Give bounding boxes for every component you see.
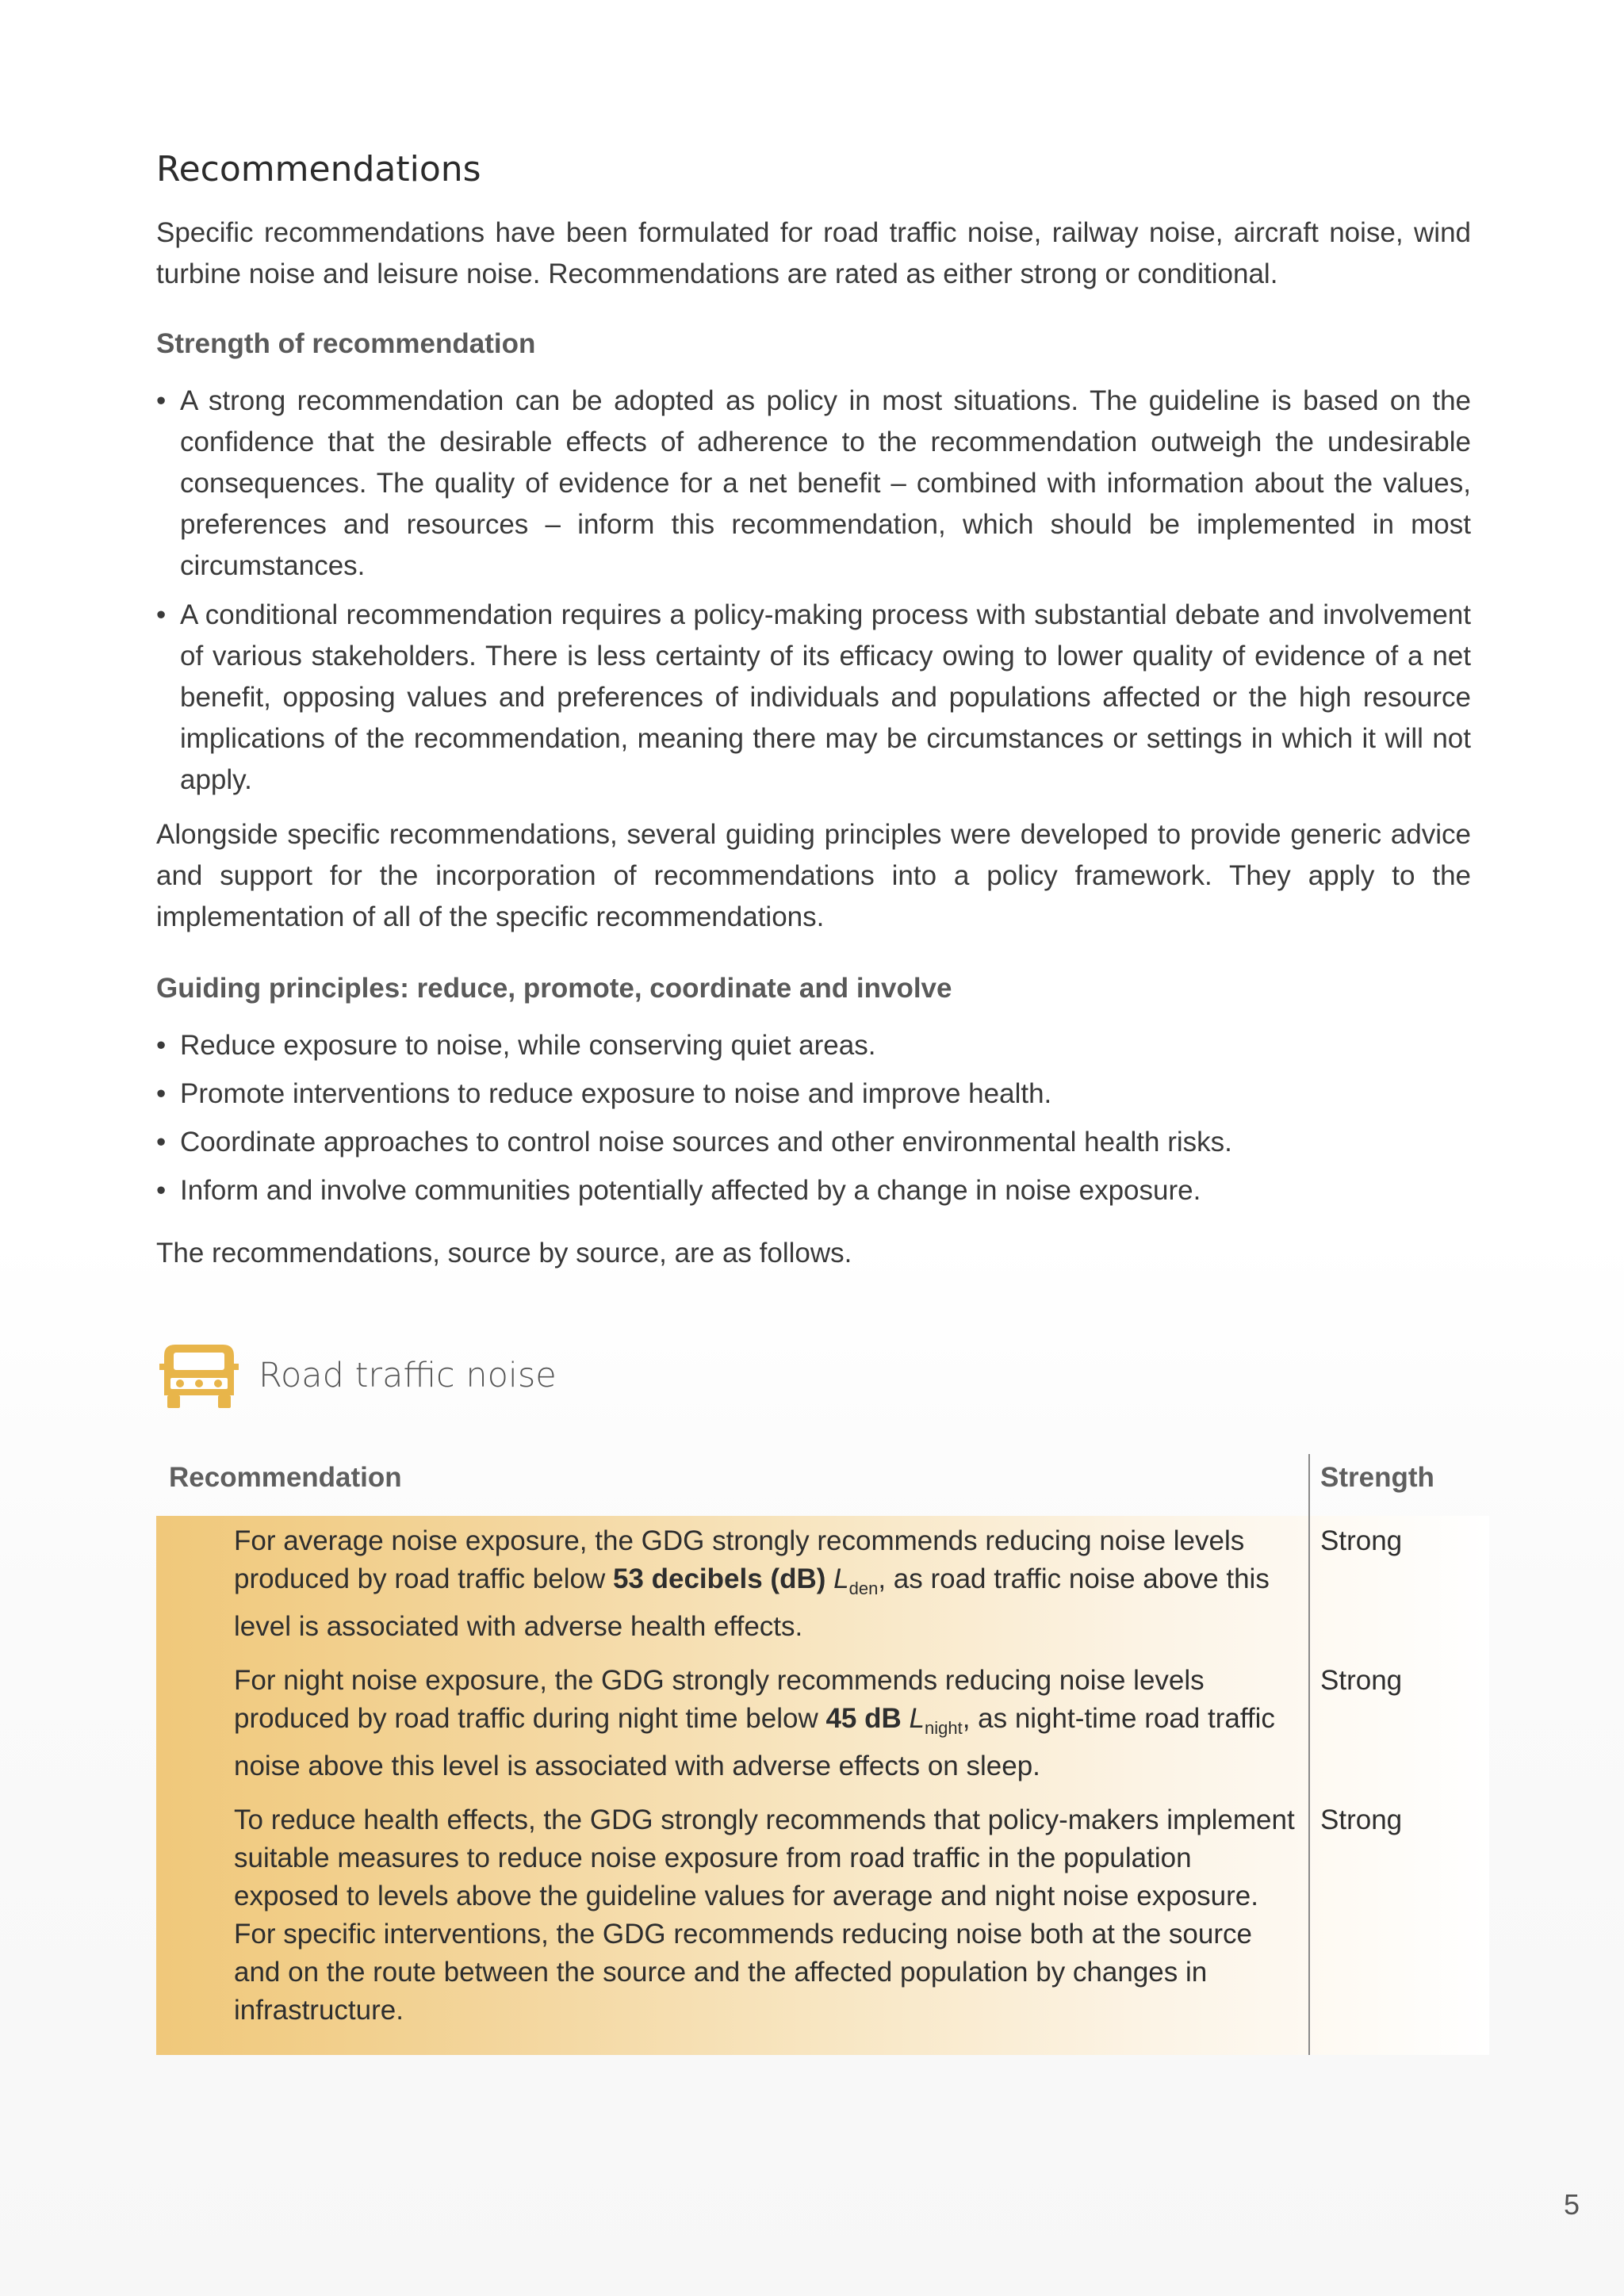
bullet-icon: • <box>156 385 167 416</box>
strength-heading: Strength of recommendation <box>156 328 536 359</box>
column-header-recommendation: Recommendation <box>169 1462 402 1493</box>
bullet-icon: • <box>156 1127 167 1158</box>
list-item: • Reduce exposure to noise, while conserving quiet areas. <box>156 1025 1471 1066</box>
page-number: 5 <box>1564 2188 1580 2221</box>
car-icon <box>156 1340 242 1413</box>
page-title: Recommendations <box>156 149 481 189</box>
principles-heading: Guiding principles: reduce, promote, coordinate and involve <box>156 973 952 1004</box>
list-item: • A conditional recommendation requires a policy-making process with substantial debate and involvement of various stakeholders. There is less certainty of its efficacy owing to lower quality of evidence of a net benefit, opposing values and preferences of individuals and populations affected or the high resource implications of the recommendation, meaning there may be circumstances or settings in which it will not apply. <box>156 595 1471 801</box>
intro-paragraph: Specific recommendations have been formulated for road traffic noise, railway noise, aircraft noise, wind turbine noise and leisure noise. Recommendations are rated as either strong or conditional. <box>156 217 1471 289</box>
column-divider <box>1308 1454 1310 2055</box>
section-title: Road traffic noise <box>259 1356 557 1395</box>
closing-paragraph: The recommendations, source by source, are as follows. <box>156 1238 852 1269</box>
recommendation-text-3: To reduce health effects, the GDG strongly recommends that policy-makers implement suitable measures to reduce noise exposure from road traffic in the population exposed to levels above the guideline values for average and night noise exposure. For specific interventions, the GDG recommends reducing noise both at the source and on the route between the source and the affected population by changes in infrastructure. <box>234 1804 1295 2026</box>
recommendation-text-2: For night noise exposure, the GDG strongly recommends reducing noise levels produced by road traffic during night time below 45 dB $L_{night}$, as night-time road traffic noise above this level is associated with adverse effects on sleep. <box>234 1665 1275 1781</box>
recommendation-table <box>156 1454 1489 2055</box>
bullet-icon: • <box>156 599 167 630</box>
bullet-icon: • <box>156 1175 167 1206</box>
principles-list <box>156 1025 1471 1219</box>
list-item: • Coordinate approaches to control noise sources and other environmental health risks. <box>156 1122 1471 1163</box>
list-item: • A strong recommendation can be adopted as policy in most situations. The guideline is based on the confidence that the desirable effects of adherence to the recommendation outweigh the undesirable consequences. The quality of evidence for a net benefit – combined with information about the values, preferences and resources – inform this recommendation, which should be implemented in most circumstances. <box>156 381 1471 587</box>
strength-value-1: Strong <box>1320 1525 1403 1556</box>
strength-list <box>156 381 1471 801</box>
bullet-icon: • <box>156 1030 167 1061</box>
recommendation-text-1: For average noise exposure, the GDG strongly recommends reducing noise levels produced by road traffic below 53 decibels (dB) $L_{den}$, as road traffic noise above this level is associated with adverse health effects. <box>234 1525 1270 1642</box>
list-item: • Inform and involve communities potentially affected by a change in noise exposure. <box>156 1170 1471 1211</box>
column-header-strength: Strength <box>1320 1462 1434 1493</box>
strength-value-2: Strong <box>1320 1665 1403 1696</box>
alongside-paragraph: Alongside specific recommendations, several guiding principles were developed to provide generic advice and support for the incorporation of recommendations into a policy framework. They apply to the implementation of all of the specific recommendations. <box>156 819 1471 932</box>
strength-value-3: Strong <box>1320 1804 1403 1835</box>
list-item: • Promote interventions to reduce exposure to noise and improve health. <box>156 1073 1471 1115</box>
bullet-icon: • <box>156 1078 167 1109</box>
